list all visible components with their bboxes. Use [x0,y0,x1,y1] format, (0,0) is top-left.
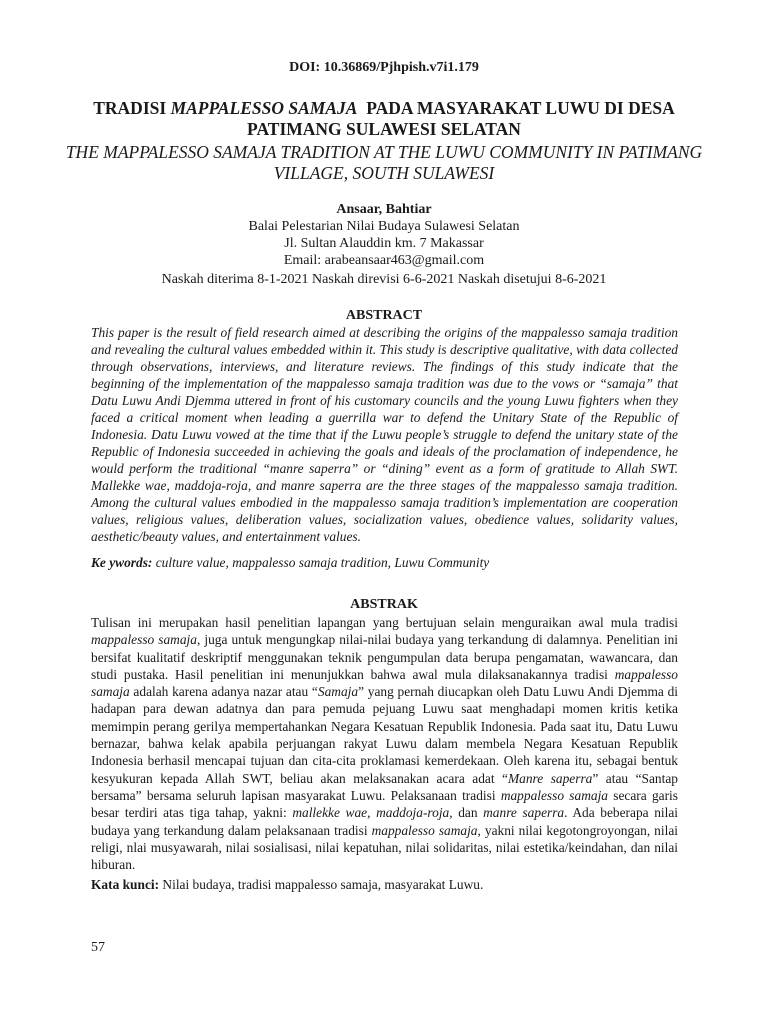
abstrak-segment: Manre saperra [508,770,593,786]
abstrak-segment: , dan [449,805,484,821]
authors: Ansaar, Bahtiar [336,202,432,217]
affiliation-address: Jl. Sultan Alauddin km. 7 Makassar [284,236,484,251]
abstrak-segment: , yakni nilai kegotongroyongan, nilai religi, nlai musyawarah, nilai sosialisasi, nilai kepatuhan, nilai solidaritas, nilai estetika/keindahan, dan nilai hiburan. [91,822,678,873]
keywords-english-text: culture value, mappalesso samaja tradition, Luwu Community [152,555,490,570]
abstrak-segment: Tulisan ini merupakan hasil penelitian lapangan yang bertujuan selain menguraikan awal mula tradisi [91,615,678,630]
abstrak-segment: , juga untuk mengungkap nilai-nilai budaya yang terkandung di dalamnya. Penelitian ini bersifat kualitatif deskriptif menggunakan teknik pengumpulan data berupa pengamatan, wawancara, dan studi pustaka. Hasil penelitian ini menunjukkan bahwa awal mula dilaksanakannya tradisi [91,632,678,682]
title-id-italic: MAPPALESSO SAMAJA [170,98,358,118]
affiliation-block [0,218,768,269]
doi-line: DOI: 10.36869/Pjhpish.v7i1.179 [289,60,479,75]
title-id-post: PADA MASYARAKAT LUWU DI DESA PATIMANG SULAWESI SELATAN [247,98,680,139]
keywords-indonesian [91,877,678,893]
keywords-english [91,555,678,571]
abstrak-segment: Samaja [317,684,359,700]
abstrak-segment: ” atau “Santap bersama” bersama seluruh lapisan masyarakat Luwu. Pelaksanaan tradisi [91,770,678,803]
title-english: THE MAPPALESSO SAMAJA TRADITION AT THE LUWU COMMUNITY IN PATIMANG VILLAGE, SOUTH SULAWESI [65,142,703,183]
abstrak-segment: mappalesso samaja [91,666,678,700]
keywords-indonesian-text: Nilai budaya, tradisi mappalesso samaja, masyarakat Luwu. [159,877,484,892]
abstrak-segment: maddoja-roja [376,805,450,821]
title-indonesian [60,98,708,140]
abstract-english: This paper is the result of field research aimed at describing the origins of the mappalesso samaja tradition and revealing the cultural values embedded within it. This study is descriptive qualitative, with data collected through observations, interviews, and literature reviews. The findings of this study indicate that the beginning of the implementation of the mappalesso samaja tradition was due to the vows or “samaja” that Datu Luwu Andi Djemma uttered in front of his customary councils and the young Luwu fighters when they faced a critical moment when leading a guerrilla war to defend the Unitary State of the Republic of Indonesia. Datu Luwu vowed at the time that if the Luwu people’s struggle to defend the unitary state of the Republic of Indonesia succeeded in achieving the goals and ideals of the proclamation of independence, he would perform the traditional “manre saperra” or “dining” event as a form of gratitude to Allah SWT. Mallekke wae, maddoja-roja, and manre saperra are the three stages of the mappalesso samaja tradition. Among the cultural values embodied in the mappalesso samaja tradition’s implementation are cooperation values, religious values, deliberation values, socialization values, obedience values, solidarity values, aesthetic/beauty values, and entertainment values. [91,325,678,544]
affiliation-institution: Balai Pelestarian Nilai Budaya Sulawesi Selatan [248,219,520,234]
abstract-heading: ABSTRACT [345,308,423,323]
abstrak-segment: manre saperra [483,805,565,821]
abstrak-segment: secara garis besar terdiri atas tiga tahap, yakni: [91,787,678,821]
title-id-pre: TRADISI [93,98,171,118]
abstrak-segment: mappalesso samaja [371,822,478,838]
affiliation-email: Email: arabeansaar463@gmail.com [283,253,485,268]
abstrak-segment: mappalesso samaja [500,787,608,803]
abstract-indonesian [91,614,678,873]
keywords-english-label: Ke ywords: [91,555,153,570]
abstrak-segment: ” yang pernah diucapkan oleh Datu Luwu Andi Djemma di hadapan para dewan adatnya dan para pemuda pejuang Luwu saat menghadapi momen kritis ketika memimpin perang gerilya mempertahankan Negara Kesatuan Republik Indonesia. Pada saat itu, Datu Luwu bernazar, bahwa kelak apabila perjuangan rakyat Luwu dalam membela Negara Kesatuan Republik Indonesia berhasil mencapai tujuan dan cita-cita proklamasi kemerdekaan. Oleh karena itu, sebagai bentuk kesyukuran kepada Allah SWT, beliau akan melaksanakan acara adat “ [91,684,679,786]
abstrak-segment: adalah karena adanya nazar atau “ [129,684,318,700]
abstrak-segment: mallekke wae [292,805,368,821]
abstrak-segment: . Ada beberapa nilai budaya yang terkandung dalam pelaksanaan tradisi [91,805,678,838]
abstrak-heading: ABSTRAK [350,597,418,612]
manuscript-dates: Naskah diterima 8-1-2021 Naskah direvisi 6-6-2021 Naskah disetujui 8-6-2021 [161,272,607,287]
abstrak-segment: mappalesso samaja [91,632,197,648]
page-number: 57 [91,940,105,955]
keywords-indonesian-label: Kata kunci: [91,877,160,892]
abstrak-segment: , [367,805,377,821]
